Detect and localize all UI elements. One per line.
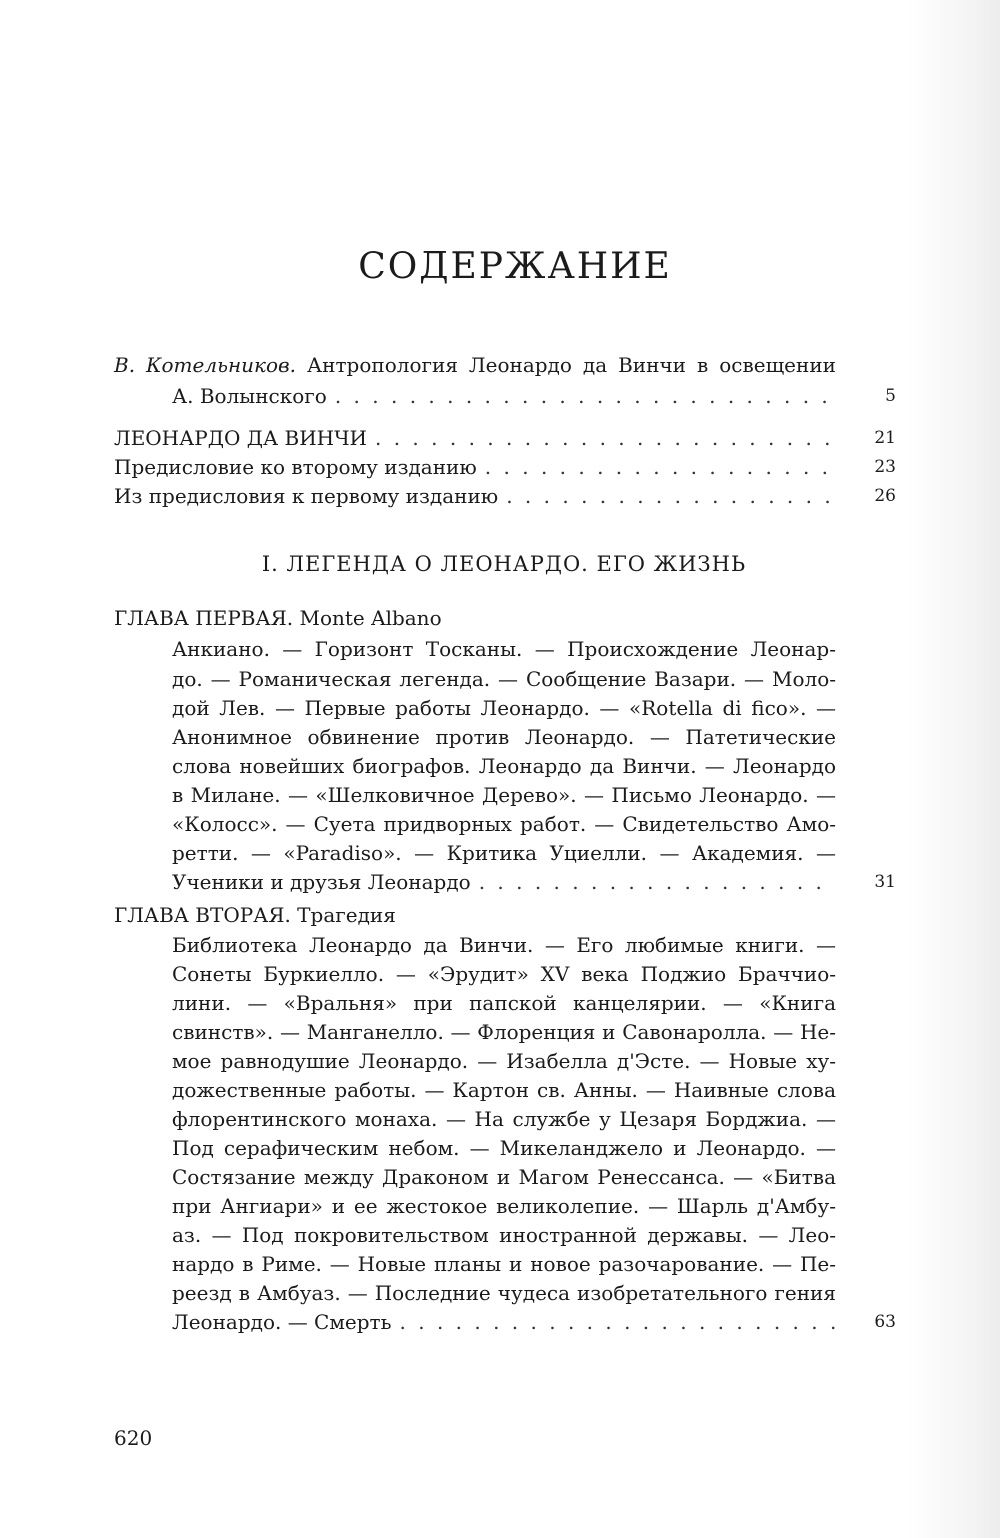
chapter-2-line: свинств». — Манганелло. — Флоренция и Савонаролла. — Не- bbox=[172, 1020, 836, 1044]
toc-entry-page: 23 bbox=[874, 457, 896, 477]
page-edge-shadow bbox=[908, 0, 1000, 1538]
page-title: СОДЕРЖАНИЕ bbox=[358, 246, 672, 287]
chapter-1-last-line bbox=[172, 867, 844, 897]
chapter-2-heading: ГЛАВА ВТОРАЯ. Трагедия bbox=[114, 903, 396, 927]
chapter-2-line: дожественные работы. — Картон св. Анны. — Наивные слова bbox=[172, 1078, 836, 1102]
toc-entry-page: 26 bbox=[874, 486, 896, 506]
chapter-2-line: аз. — Под покровительством иностранной державы. — Лео- bbox=[172, 1223, 836, 1247]
leader-dots bbox=[400, 1307, 836, 1337]
page-number: 620 bbox=[114, 1426, 153, 1450]
leader-dots bbox=[375, 423, 836, 453]
chapter-2-last-line bbox=[172, 1307, 844, 1337]
chapter-2-page: 63 bbox=[874, 1312, 896, 1332]
chapter-2-line: Сонеты Буркиелло. — «Эрудит» XV века Поджио Браччио- bbox=[172, 962, 836, 986]
chapter-2-line: Библиотека Леонардо да Винчи. — Его любимые книги. — bbox=[172, 933, 836, 957]
intro-title-part2: А. Волынского bbox=[172, 384, 327, 408]
intro-author: В. Котельников. bbox=[114, 353, 297, 377]
toc-entry bbox=[114, 481, 844, 511]
chapter-2-line: Под серафическим небом. — Микеланджело и Леонардо. — bbox=[172, 1136, 836, 1160]
toc-entry bbox=[114, 452, 844, 482]
chapter-1-line: в Милане. — «Шелковичное Дерево». — Письмо Леонардо. — bbox=[172, 783, 836, 807]
intro-entry-line1 bbox=[114, 350, 836, 380]
intro-entry-line2 bbox=[172, 381, 844, 411]
leader-dots bbox=[479, 867, 836, 897]
intro-title-part1: Антропология Леонардо да Винчи в освещении bbox=[296, 353, 836, 377]
chapter-2-line: при Ангиари» и ее жестокое великолепие. — Шарль д'Амбу- bbox=[172, 1194, 836, 1218]
chapter-2-line: лини. — «Вральня» при папской канцелярии. — «Книга bbox=[172, 991, 836, 1015]
leader-dots bbox=[335, 381, 836, 411]
toc-entry-page: 21 bbox=[874, 428, 896, 448]
chapter-1-line: дой Лев. — Первые работы Леонардо. — «Rotella di fico». — bbox=[172, 696, 836, 720]
chapter-1-line: слова новейших биографов. Леонардо да Винчи. — Леонардо bbox=[172, 754, 836, 778]
chapter-1-line: ретти. — «Paradiso». — Критика Уциелли. — Академия. — bbox=[172, 841, 836, 865]
chapter-1-line: «Колосс». — Суета придворных работ. — Свидетельство Амо- bbox=[172, 812, 836, 836]
section-heading: I. ЛЕГЕНДА О ЛЕОНАРДО. ЕГО ЖИЗНЬ bbox=[261, 552, 747, 576]
toc-entry-label: Из предисловия к первому изданию bbox=[114, 484, 499, 508]
chapter-1-last-text: Ученики и друзья Леонардо bbox=[172, 870, 471, 894]
chapter-1-line: до. — Романическая легенда. — Сообщение Вазари. — Моло- bbox=[172, 667, 836, 691]
chapter-2-last-text: Леонардо. — Смерть bbox=[172, 1310, 392, 1334]
toc-entry-label: Предисловие ко второму изданию bbox=[114, 455, 477, 479]
chapter-2-line: нардо в Риме. — Новые планы и новое разочарование. — Пе- bbox=[172, 1252, 836, 1276]
chapter-2-line: реезд в Амбуаз. — Последние чудеса изобретательного гения bbox=[172, 1281, 836, 1305]
chapter-2-line: мое равнодушие Леонардо. — Изабелла д'Эсте. — Новые ху- bbox=[172, 1049, 836, 1073]
chapter-1-line: Анонимное обвинение против Леонардо. — Патетические bbox=[172, 725, 836, 749]
toc-entry bbox=[114, 423, 844, 453]
chapter-2-line: Состязание между Драконом и Магом Ренессанса. — «Битва bbox=[172, 1165, 836, 1189]
leader-dots bbox=[506, 481, 836, 511]
chapter-1-heading: ГЛАВА ПЕРВАЯ. Monte Albano bbox=[114, 606, 442, 630]
chapter-1-line: Анкиано. — Горизонт Тосканы. — Происхождение Леонар- bbox=[172, 637, 836, 661]
intro-page-number: 5 bbox=[885, 386, 896, 406]
chapter-2-line: флорентинского монаха. — На службе у Цезаря Борджиа. — bbox=[172, 1107, 836, 1131]
leader-dots bbox=[485, 452, 836, 482]
chapter-1-page: 31 bbox=[874, 872, 896, 892]
toc-entry-label: ЛЕОНАРДО ДА ВИНЧИ bbox=[114, 426, 367, 450]
